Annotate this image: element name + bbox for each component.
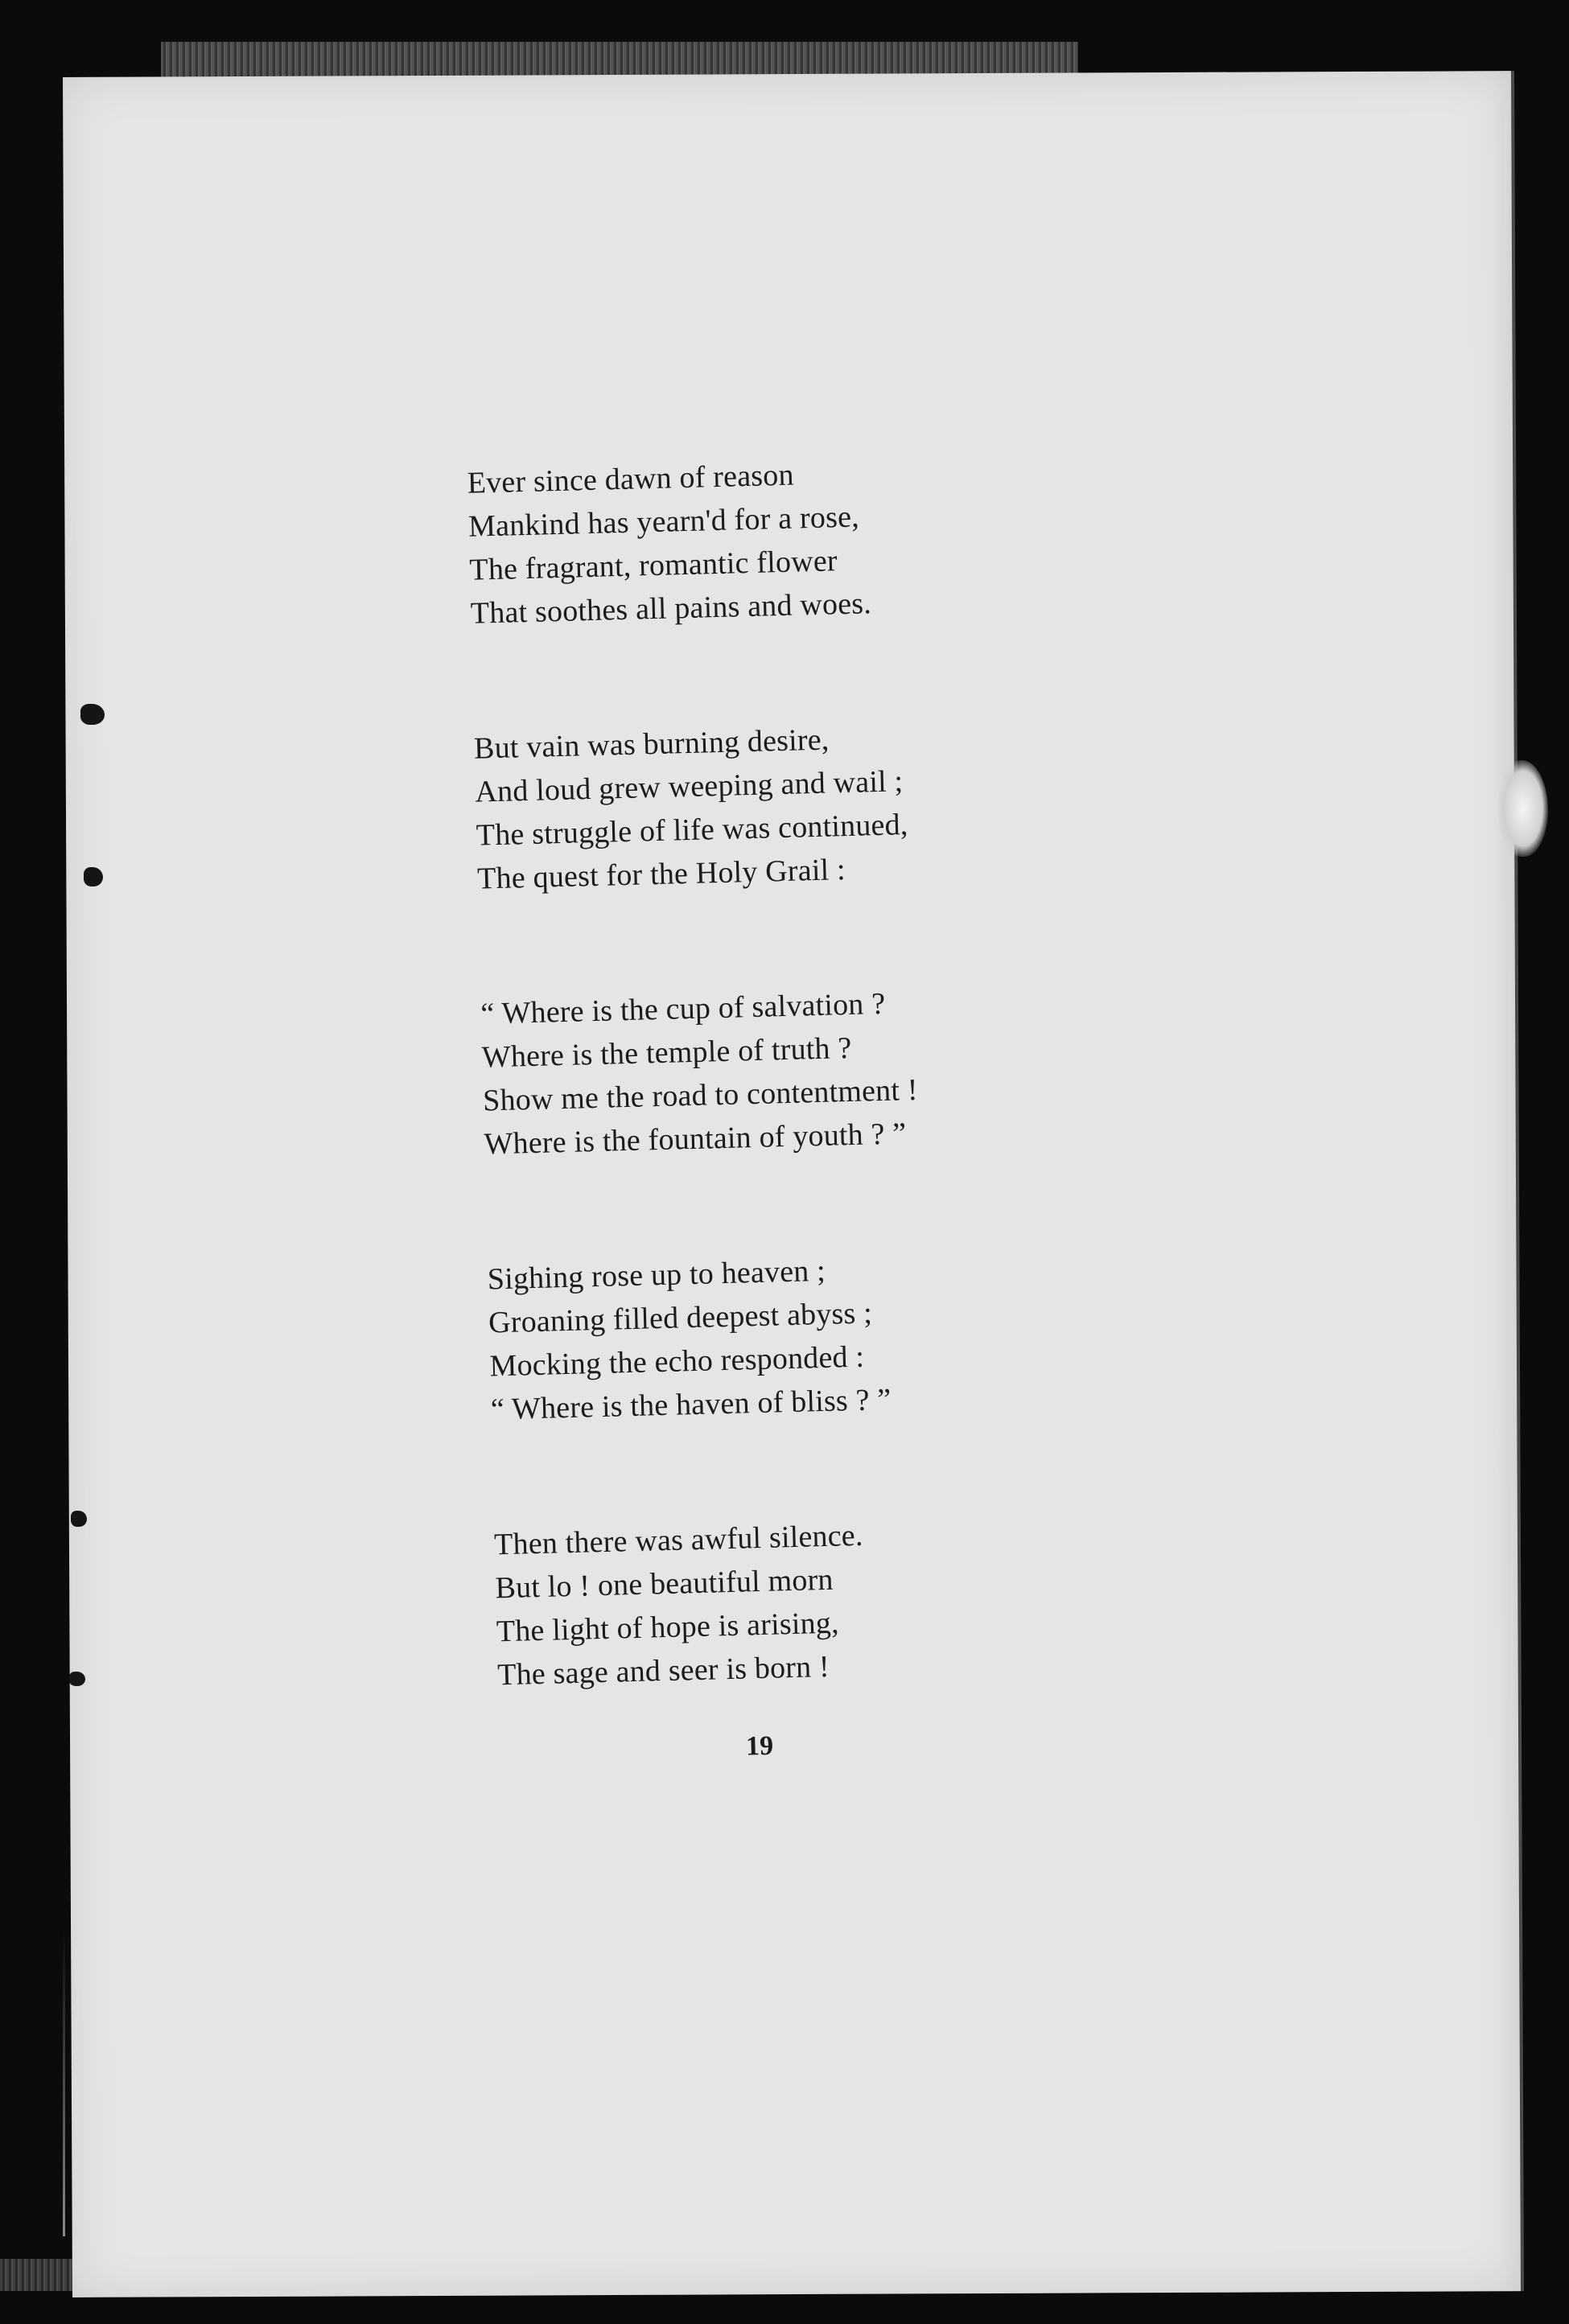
ink-speck	[80, 704, 105, 725]
ink-speck	[84, 867, 103, 886]
poem-line: But lo ! one beautiful morn	[495, 1562, 834, 1606]
poem-line: But vain was burning desire,	[473, 722, 830, 766]
page-gutter-line	[63, 1931, 65, 2236]
poem-line: Where is the fountain of youth ? ”	[484, 1117, 907, 1162]
poem-line: The struggle of life was continued,	[476, 808, 908, 853]
poem-line: The sage and seer is born !	[496, 1649, 830, 1693]
poem-line: Sighing rose up to heaven ;	[487, 1253, 826, 1297]
stanza-2	[473, 709, 1201, 901]
poem-line: And loud grew weeping and wail ;	[474, 764, 904, 809]
poem-line: “ Where is the haven of bliss ? ”	[490, 1382, 892, 1427]
poem-line: Then there was awful silence.	[493, 1518, 864, 1562]
stanza-4	[487, 1240, 1215, 1432]
ink-speck	[69, 1672, 85, 1686]
poem-line: Mocking the echo responded :	[489, 1339, 865, 1384]
scan-smudge	[1498, 760, 1548, 857]
stanza-1	[467, 443, 1195, 636]
page-number: 19	[745, 1730, 774, 1762]
poem-line: Ever since dawn of reason	[467, 458, 795, 500]
ink-speck	[71, 1511, 87, 1527]
poem-line: The quest for the Holy Grail :	[476, 853, 846, 896]
poem-line: Groaning filled deepest abyss ;	[488, 1296, 873, 1340]
poem-line: Where is the temple of truth ?	[481, 1030, 852, 1075]
poem-line: The fragrant, romantic flower	[468, 544, 838, 587]
stanza-3	[480, 974, 1209, 1166]
poem-line: Mankind has yearn'd for a rose,	[467, 500, 860, 544]
poem-line: “ Where is the cup of salvation ?	[480, 986, 886, 1031]
poem-line: The light of hope is arising,	[496, 1606, 840, 1649]
poem-line: That soothes all pains and woes.	[470, 586, 872, 631]
poem-line: Show me the road to contentment !	[482, 1072, 919, 1118]
book-page	[63, 71, 1521, 2297]
stanza-5	[493, 1505, 1221, 1697]
poem	[467, 443, 1224, 1788]
